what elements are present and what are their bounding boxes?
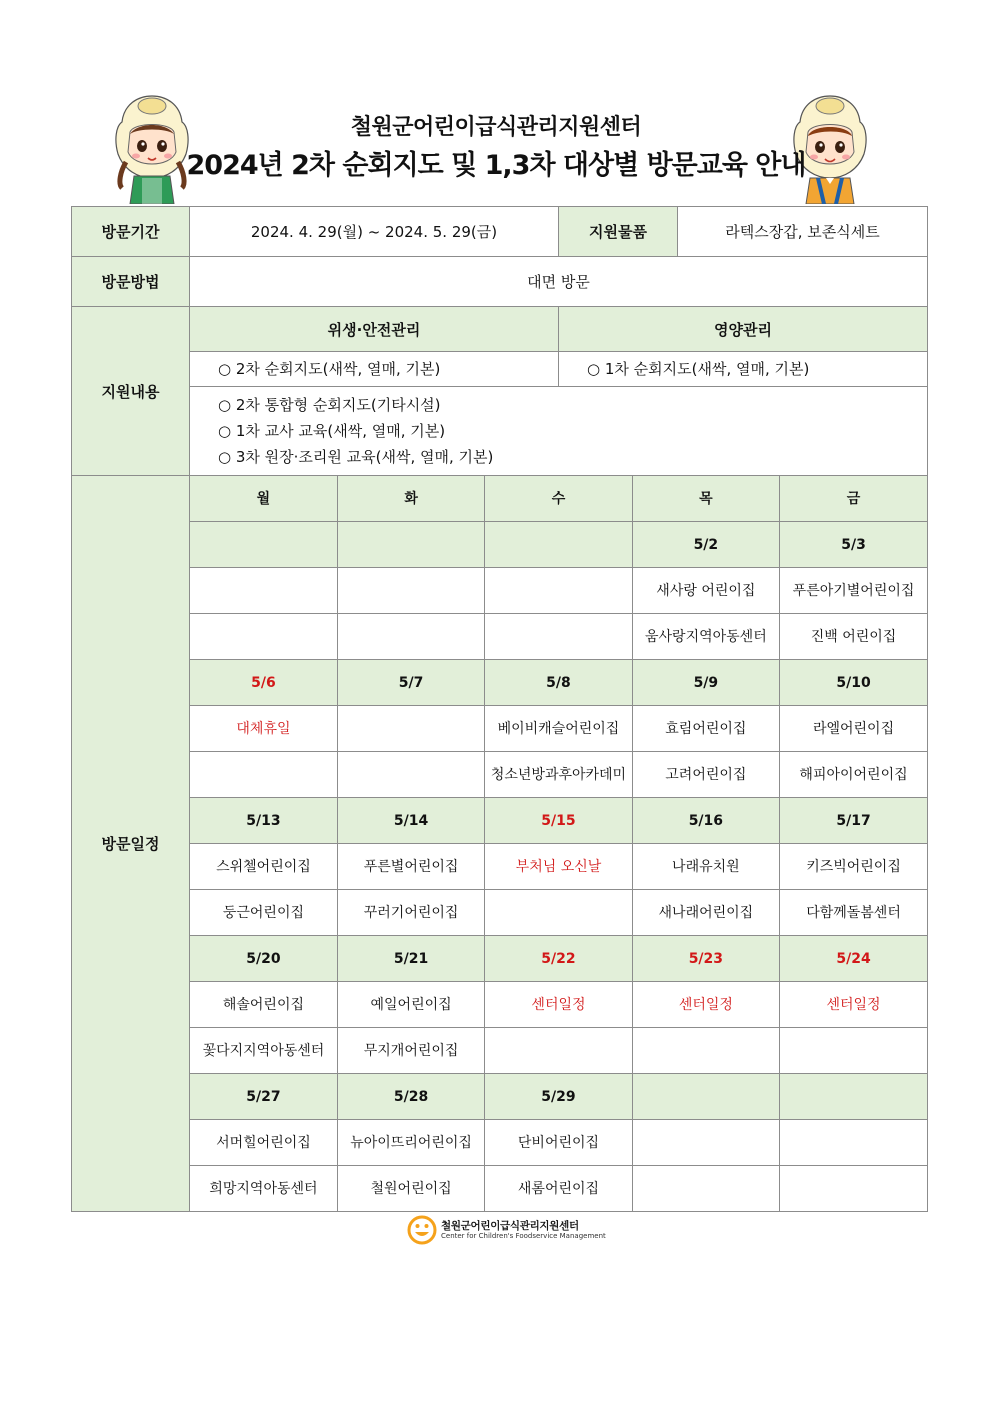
weekday-header-row <box>190 476 927 522</box>
visit-row <box>190 1120 927 1166</box>
extra-item: ○ 3차 원장·조리원 교육(새싹, 열매, 기본) <box>218 448 494 466</box>
supplies-label: 지원물품 <box>559 207 678 257</box>
visit-cell: 고려어린이집 <box>632 752 779 798</box>
nutrition-item: ○ 1차 순회지도(새싹, 열매, 기본) <box>559 352 928 387</box>
visit-cell: 예일어린이집 <box>337 982 484 1028</box>
visit-row <box>190 1166 927 1212</box>
date-cell: 5/21 <box>337 936 484 982</box>
visit-cell: 해솔어린이집 <box>190 982 337 1028</box>
visit-cell: 푸른별어린이집 <box>337 844 484 890</box>
date-cell: 5/13 <box>190 798 337 844</box>
date-cell: 5/2 <box>632 522 779 568</box>
visit-cell <box>485 568 632 614</box>
visit-cell: 새사랑 어린이집 <box>632 568 779 614</box>
visit-cell <box>337 752 484 798</box>
date-cell: 5/23 <box>632 936 779 982</box>
date-cell: 5/22 <box>485 936 632 982</box>
visit-cell: 서머힐어린이집 <box>190 1120 337 1166</box>
date-row <box>190 522 927 568</box>
date-cell: 5/10 <box>780 660 927 706</box>
date-cell <box>190 522 337 568</box>
visit-cell: 센터일정 <box>780 982 927 1028</box>
date-cell <box>632 1074 779 1120</box>
visit-cell <box>485 890 632 936</box>
visit-cell: 꽃다지지역아동센터 <box>190 1028 337 1074</box>
weekday-header: 금 <box>780 476 927 522</box>
visit-cell <box>190 752 337 798</box>
date-row <box>190 798 927 844</box>
date-cell: 5/3 <box>780 522 927 568</box>
weekday-header: 화 <box>337 476 484 522</box>
date-cell: 5/15 <box>485 798 632 844</box>
date-cell: 5/24 <box>780 936 927 982</box>
date-cell: 5/8 <box>485 660 632 706</box>
visit-cell <box>190 614 337 660</box>
visit-cell <box>485 1028 632 1074</box>
visit-cell: 라엘어린이집 <box>780 706 927 752</box>
visit-cell: 둥근어린이집 <box>190 890 337 936</box>
visit-cell: 다함께돌봄센터 <box>780 890 927 936</box>
visit-cell <box>632 1120 779 1166</box>
visit-cell <box>780 1028 927 1074</box>
visit-cell <box>632 1028 779 1074</box>
method-value: 대면 방문 <box>190 257 928 307</box>
center-name: 철원군어린이급식관리지원센터 <box>350 115 642 140</box>
date-cell: 5/28 <box>337 1074 484 1120</box>
visit-row <box>190 1028 927 1074</box>
visit-cell: 센터일정 <box>485 982 632 1028</box>
visit-row <box>190 614 927 660</box>
hygiene-item: ○ 2차 순회지도(새싹, 열매, 기본) <box>190 352 559 387</box>
visit-cell: 철원어린이집 <box>337 1166 484 1212</box>
visit-cell <box>632 1166 779 1212</box>
date-cell: 5/29 <box>485 1074 632 1120</box>
visit-cell: 무지개어린이집 <box>337 1028 484 1074</box>
footer-org-name-en: Center for Children's Foodservice Management <box>441 1232 606 1240</box>
weekday-header: 수 <box>485 476 632 522</box>
visit-cell: 센터일정 <box>632 982 779 1028</box>
date-cell <box>485 522 632 568</box>
visit-row <box>190 752 927 798</box>
extra-items <box>190 387 928 476</box>
visit-cell: 해피아이어린이집 <box>780 752 927 798</box>
visit-cell: 뉴아이뜨리어린이집 <box>337 1120 484 1166</box>
page-header <box>0 0 992 210</box>
weekday-header: 월 <box>190 476 337 522</box>
content-label: 지원내용 <box>72 307 190 476</box>
visit-row <box>190 568 927 614</box>
date-cell <box>780 1074 927 1120</box>
date-cell: 5/20 <box>190 936 337 982</box>
period-value: 2024. 4. 29(월) ~ 2024. 5. 29(금) <box>190 207 559 257</box>
visit-cell: 새나래어린이집 <box>632 890 779 936</box>
footer-org-name: 철원군어린이급식관리지원센터 <box>441 1220 579 1232</box>
nutrition-header: 영양관리 <box>559 307 928 352</box>
visit-cell: 나래유치원 <box>632 844 779 890</box>
smile-logo-icon <box>407 1215 437 1245</box>
visit-cell: 베이비캐슬어린이집 <box>485 706 632 752</box>
date-cell: 5/6 <box>190 660 337 706</box>
visit-cell: 희망지역아동센터 <box>190 1166 337 1212</box>
visit-cell: 움사랑지역아동센터 <box>632 614 779 660</box>
visit-cell <box>337 568 484 614</box>
visit-cell: 부처님 오신날 <box>485 844 632 890</box>
visit-cell: 효림어린이집 <box>632 706 779 752</box>
visit-cell: 꾸러기어린이집 <box>337 890 484 936</box>
visit-cell <box>190 568 337 614</box>
visit-cell: 대체휴일 <box>190 706 337 752</box>
extra-item: ○ 1차 교사 교육(새싹, 열매, 기본) <box>218 422 446 440</box>
visit-row <box>190 890 927 936</box>
visit-cell: 스위첼어린이집 <box>190 844 337 890</box>
visit-row <box>190 844 927 890</box>
date-cell: 5/7 <box>337 660 484 706</box>
visit-row <box>190 706 927 752</box>
date-cell: 5/9 <box>632 660 779 706</box>
date-cell: 5/17 <box>780 798 927 844</box>
date-row <box>190 1074 927 1120</box>
visit-cell <box>337 706 484 752</box>
schedule-table <box>190 476 927 1211</box>
date-cell: 5/14 <box>337 798 484 844</box>
weekday-header: 목 <box>632 476 779 522</box>
visit-cell: 청소년방과후아카데미 <box>485 752 632 798</box>
visit-cell <box>780 1120 927 1166</box>
date-cell <box>337 522 484 568</box>
date-row <box>190 660 927 706</box>
schedule-cell <box>190 476 928 1212</box>
visit-cell <box>780 1166 927 1212</box>
hygiene-header: 위생·안전관리 <box>190 307 559 352</box>
date-cell: 5/16 <box>632 798 779 844</box>
visit-cell: 진백 어린이집 <box>780 614 927 660</box>
visit-cell: 푸른아기별어린이집 <box>780 568 927 614</box>
period-label: 방문기간 <box>72 207 190 257</box>
visit-row <box>190 982 927 1028</box>
visit-cell <box>337 614 484 660</box>
date-row <box>190 936 927 982</box>
visit-cell: 단비어린이집 <box>485 1120 632 1166</box>
visit-cell: 새롬어린이집 <box>485 1166 632 1212</box>
page-title: 2024년 2차 순회지도 및 1,3차 대상별 방문교육 안내 <box>186 150 806 181</box>
schedule-label: 방문일정 <box>72 476 190 1212</box>
visit-cell <box>485 614 632 660</box>
info-table <box>71 206 928 1212</box>
visit-cell: 키즈빅어린이집 <box>780 844 927 890</box>
extra-item: ○ 2차 통합형 순회지도(기타시설) <box>218 396 441 414</box>
date-cell: 5/27 <box>190 1074 337 1120</box>
method-label: 방문방법 <box>72 257 190 307</box>
supplies-value: 라텍스장갑, 보존식세트 <box>678 207 928 257</box>
